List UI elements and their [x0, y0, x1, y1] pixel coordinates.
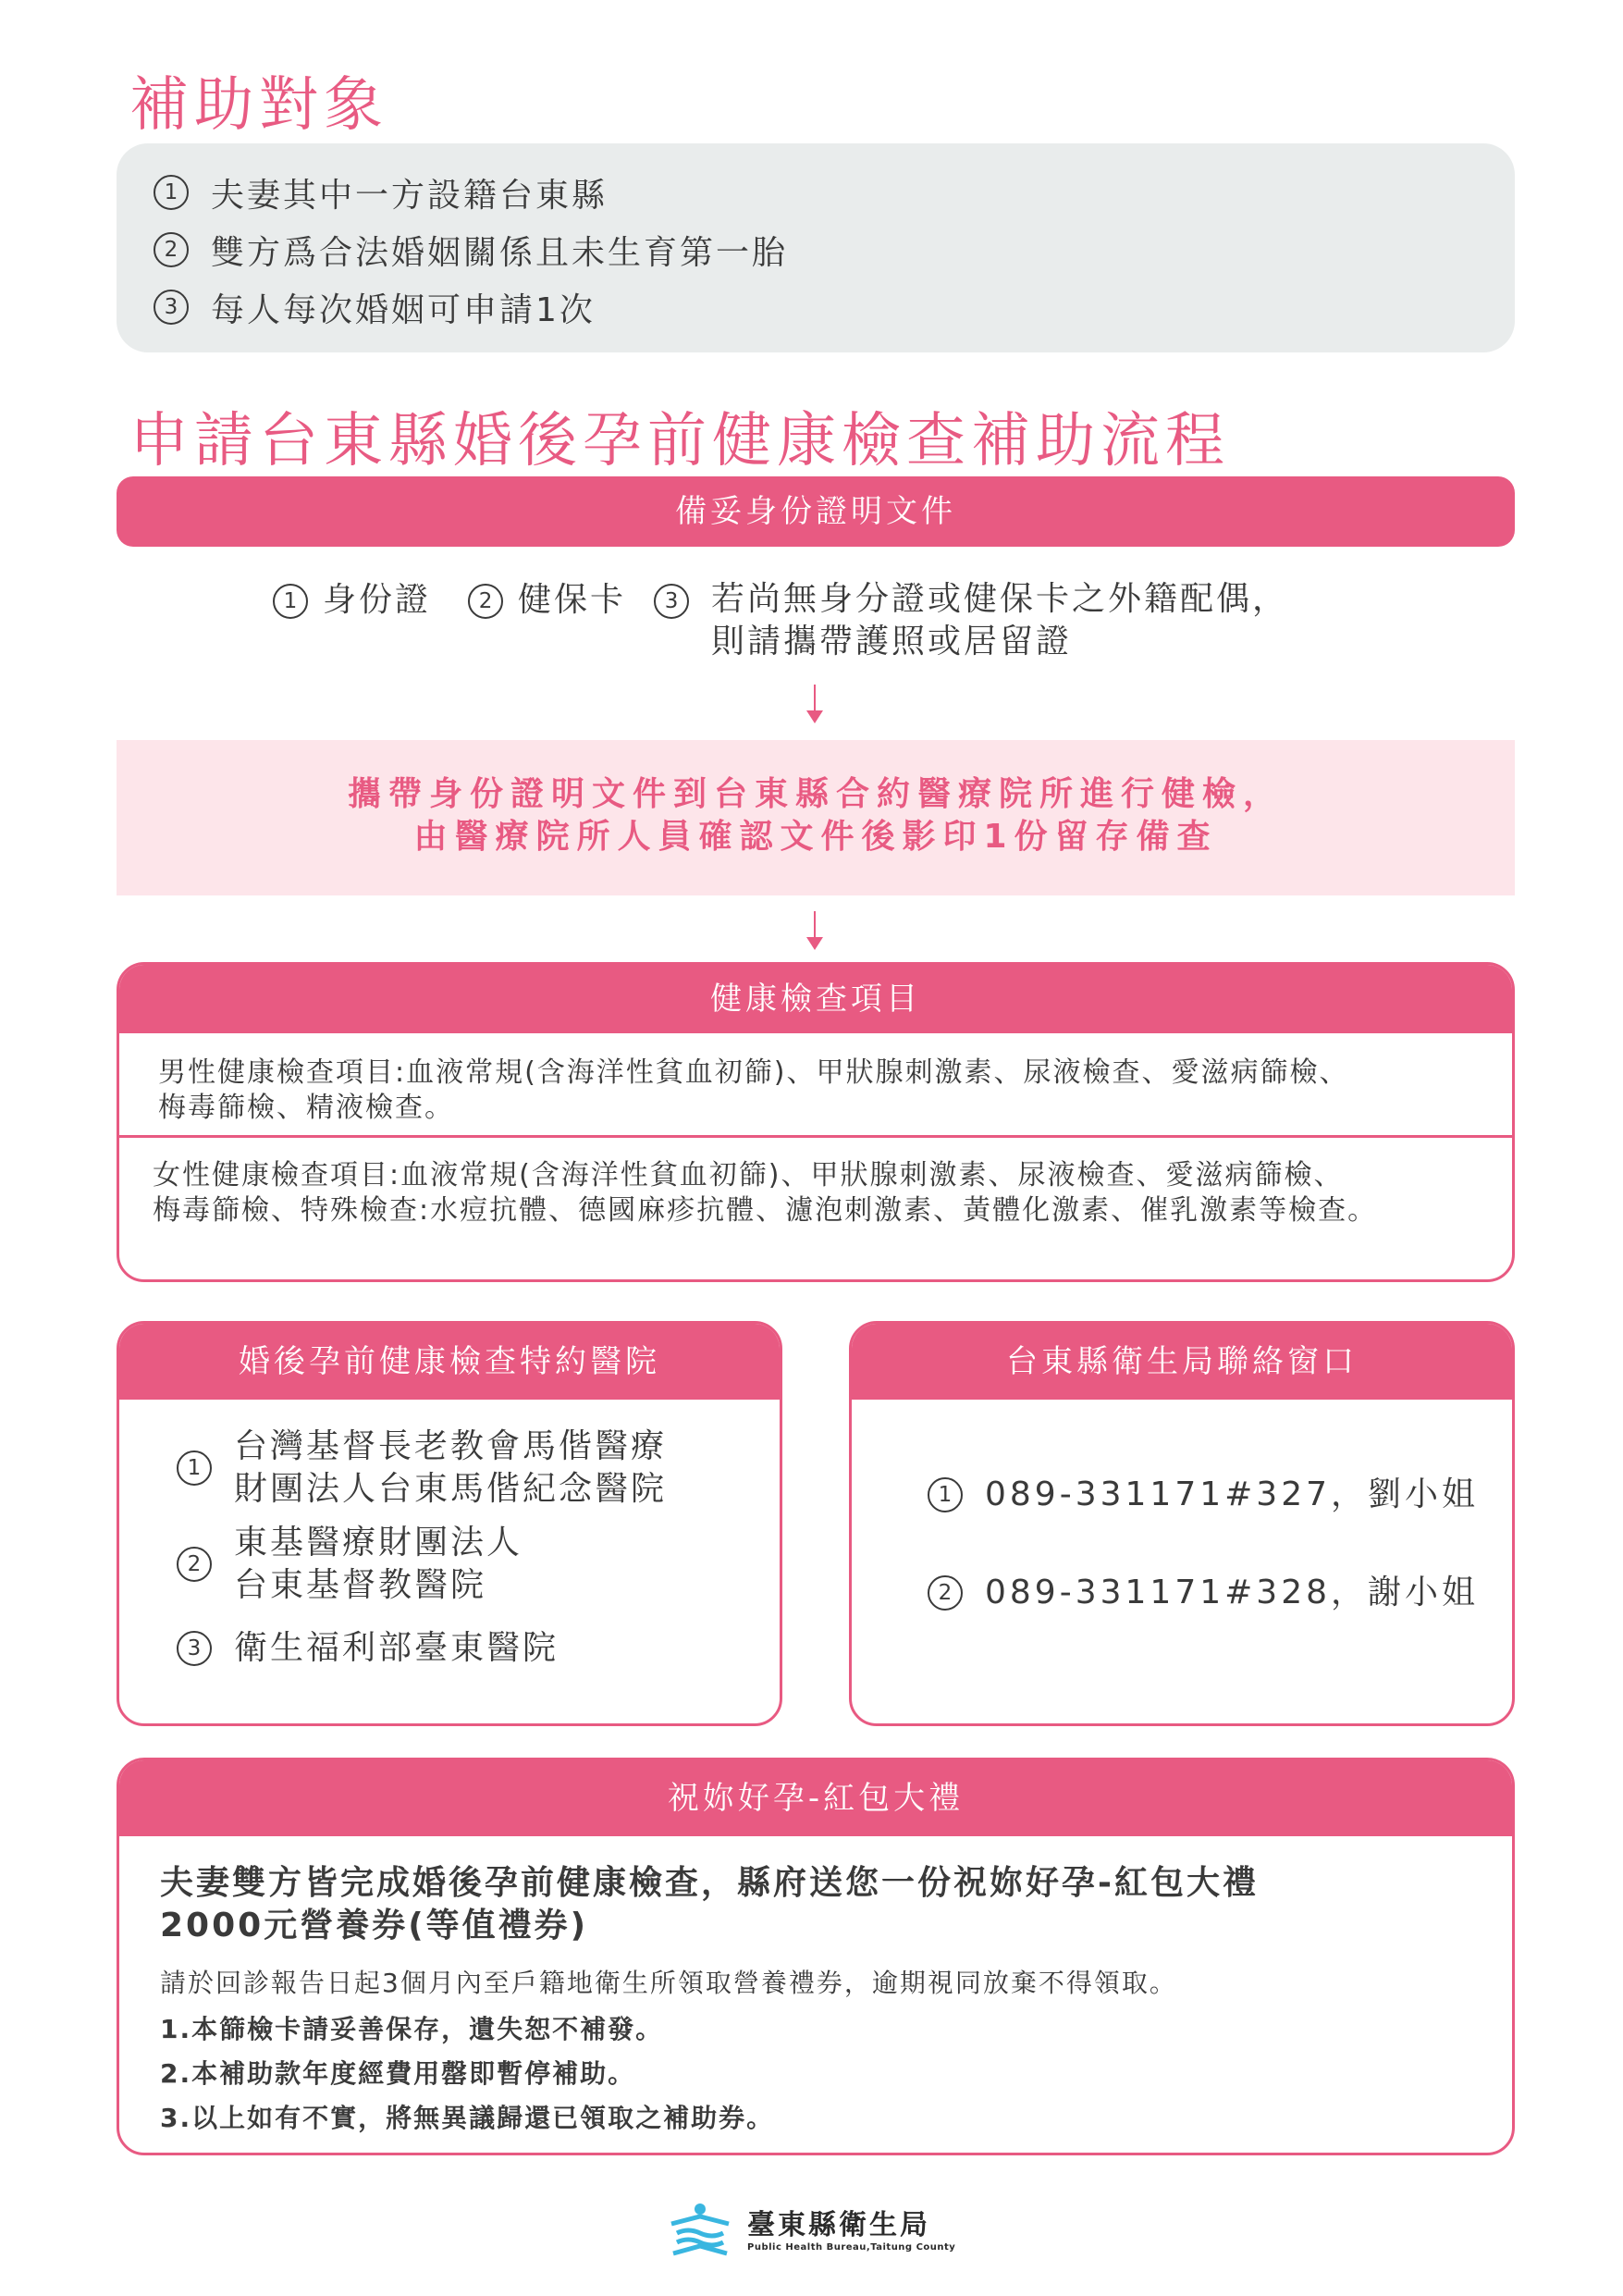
checkup-items-box — [117, 962, 1515, 1282]
contact-phone: 089-331171#328，謝小姐 — [985, 1574, 1480, 1611]
hospital-name — [234, 1627, 559, 1670]
footer-logo — [668, 2202, 955, 2259]
hospitals-title: 婚後孕前健康檢查特約醫院 — [119, 1324, 780, 1400]
flow-arrow — [814, 685, 816, 712]
circled-number: 3 — [154, 290, 189, 325]
bureau-logo-icon — [668, 2202, 732, 2259]
circled-number: 2 — [154, 232, 189, 267]
gift-note: 請於回診報告日起3個月內至戶籍地衛生所領取營養禮券，逾期視同放棄不得領取。 — [160, 1968, 1177, 1998]
circled-number: 3 — [654, 584, 689, 619]
gift-title: 祝妳好孕-紅包大禮 — [119, 1760, 1512, 1836]
step-checkup-line1: 攜帶身份證明文件到台東縣合約醫療院所進行健檢， — [347, 775, 1284, 813]
step-documents-banner: 備妥身份證明文件 — [117, 476, 1515, 547]
documents-row — [273, 578, 1429, 663]
document-foreign-line2: 則請攜帶護照或居留證 — [711, 623, 1073, 660]
circled-number: 1 — [154, 175, 189, 210]
document-id-card: 身份證 — [323, 581, 432, 619]
document-foreign-spouse — [711, 578, 1288, 663]
checkup-male — [119, 1033, 1512, 1138]
gift-rule: 3.以上如有不實，將無異議歸還已領取之補助券。 — [160, 2103, 775, 2133]
hospital-name-line2: 台東基督教醫院 — [234, 1566, 487, 1604]
document-foreign-line1: 若尚無身分證或健保卡之外籍配偶， — [711, 580, 1289, 618]
checkup-female-line2: 梅毒篩檢、特殊檢查:水痘抗體、德國麻疹抗體、濾泡刺激素、黃體化激素、催乳激素等檢查。 — [153, 1194, 1378, 1227]
hospital-name-line1: 台灣基督長老教會馬偕醫療 — [234, 1427, 668, 1465]
checkup-items-title: 健康檢查項目 — [119, 965, 1512, 1033]
step-checkup-line2: 由醫療院所人員確認文件後影印1份留存備查 — [413, 818, 1218, 856]
contact-box — [849, 1321, 1515, 1726]
gift-headline — [160, 1862, 1512, 1947]
checkup-female-line1: 女性健康檢查項目:血液常規(含海洋性貧血初篩)、甲狀腺刺激素、尿液檢查、愛滋病篩檢、 — [153, 1159, 1344, 1191]
eligibility-item — [154, 278, 1515, 336]
checkup-male-line2: 梅毒篩檢、精液檢查。 — [158, 1092, 454, 1124]
hospital-item — [177, 1522, 780, 1607]
flow-arrowhead — [806, 710, 823, 723]
checkup-female — [119, 1138, 1512, 1228]
hospital-name — [234, 1426, 667, 1511]
contact-item — [928, 1474, 1512, 1516]
gift-rule: 1.本篩檢卡請妥善保存，遺失恕不補發。 — [160, 2014, 664, 2044]
hospital-item — [177, 1426, 780, 1511]
eligibility-title: 補助對象 — [129, 71, 388, 140]
eligibility-item-text: 每人每次婚姻可申請1次 — [211, 290, 596, 329]
eligibility-item — [154, 221, 1515, 278]
eligibility-item-text: 雙方爲合法婚姻關係且未生育第一胎 — [211, 233, 789, 272]
contact-item — [928, 1572, 1512, 1614]
hospital-name-line1: 衛生福利部臺東醫院 — [234, 1629, 559, 1667]
flow-arrow — [814, 911, 816, 939]
checkup-male-line1: 男性健康檢查項目:血液常規(含海洋性貧血初篩)、甲狀腺刺激素、尿液檢查、愛滋病篩檢、 — [158, 1056, 1349, 1089]
hospital-name-line2: 財團法人台東馬偕紀念醫院 — [234, 1470, 668, 1508]
footer-org-name: 臺東縣衛生局 — [747, 2208, 930, 2241]
document-health-card: 健保卡 — [518, 581, 627, 619]
eligibility-item-text: 夫妻其中一方設籍台東縣 — [211, 176, 609, 215]
gift-headline-line2: 2000元營養券(等值禮券) — [160, 1907, 589, 1944]
footer-org-name-en: Public Health Bureau,Taitung County — [747, 2241, 956, 2253]
circled-number: 2 — [928, 1575, 963, 1611]
contact-title: 台東縣衛生局聯絡窗口 — [852, 1324, 1512, 1400]
circled-number: 1 — [928, 1477, 963, 1512]
flow-arrowhead — [806, 937, 823, 950]
hospital-name-line1: 東基醫療財團法人 — [234, 1524, 523, 1562]
gift-headline-line1: 夫妻雙方皆完成婚後孕前健康檢查，縣府送您一份祝妳好孕-紅包大禮 — [160, 1864, 1259, 1902]
circled-number: 2 — [468, 584, 503, 619]
circled-number: 1 — [273, 584, 308, 619]
hospital-name — [234, 1522, 523, 1607]
circled-number: 2 — [177, 1547, 212, 1582]
hospitals-box — [117, 1321, 782, 1726]
eligibility-panel — [117, 143, 1515, 352]
circled-number: 1 — [177, 1450, 212, 1486]
contact-phone: 089-331171#327，劉小姐 — [985, 1475, 1480, 1513]
step-checkup-box — [117, 740, 1515, 895]
circled-number: 3 — [177, 1631, 212, 1666]
process-title: 申請台東縣婚後孕前健康檢查補助流程 — [129, 407, 1230, 475]
gift-box — [117, 1758, 1515, 2155]
eligibility-item — [154, 164, 1515, 221]
hospital-item — [177, 1627, 780, 1670]
gift-rule: 2.本補助款年度經費用罄即暫停補助。 — [160, 2058, 636, 2089]
